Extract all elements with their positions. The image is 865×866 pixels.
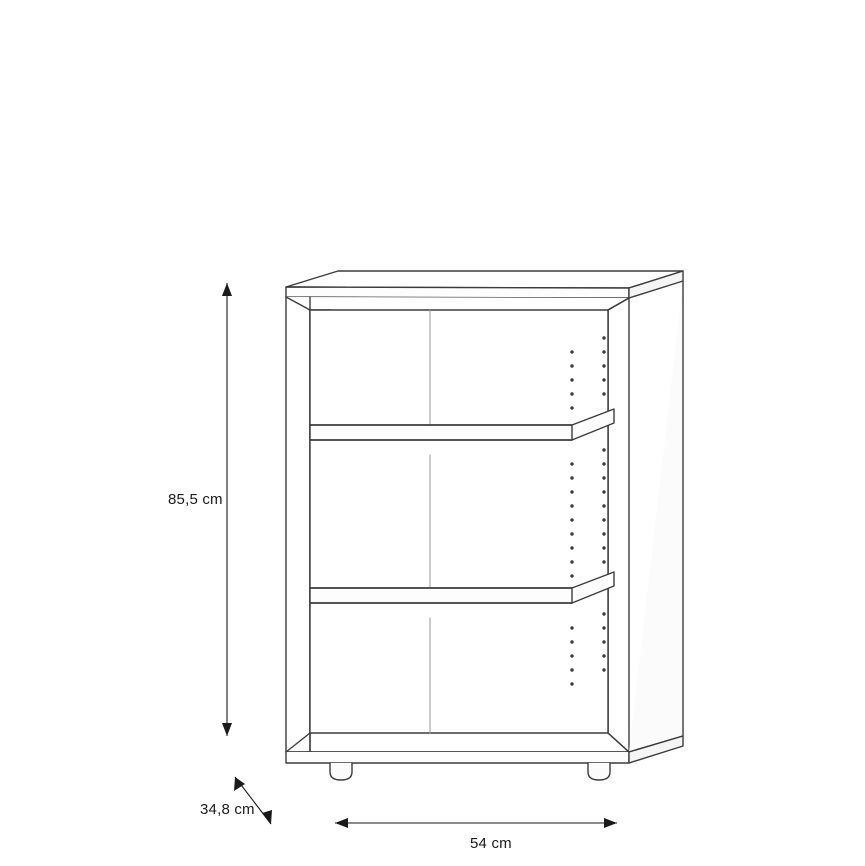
foot-right [588, 763, 610, 780]
back-panel [286, 310, 629, 752]
top-panel [286, 271, 683, 298]
dimension-width [335, 818, 617, 828]
foot-left [330, 763, 352, 780]
bookcase-body [286, 271, 683, 780]
dimension-label-width: 54 cm [470, 835, 512, 852]
dimension-height [222, 283, 232, 736]
dimension-label-depth: 34,8 cm [200, 801, 255, 818]
dimension-label-height: 85,5 cm [168, 491, 223, 508]
